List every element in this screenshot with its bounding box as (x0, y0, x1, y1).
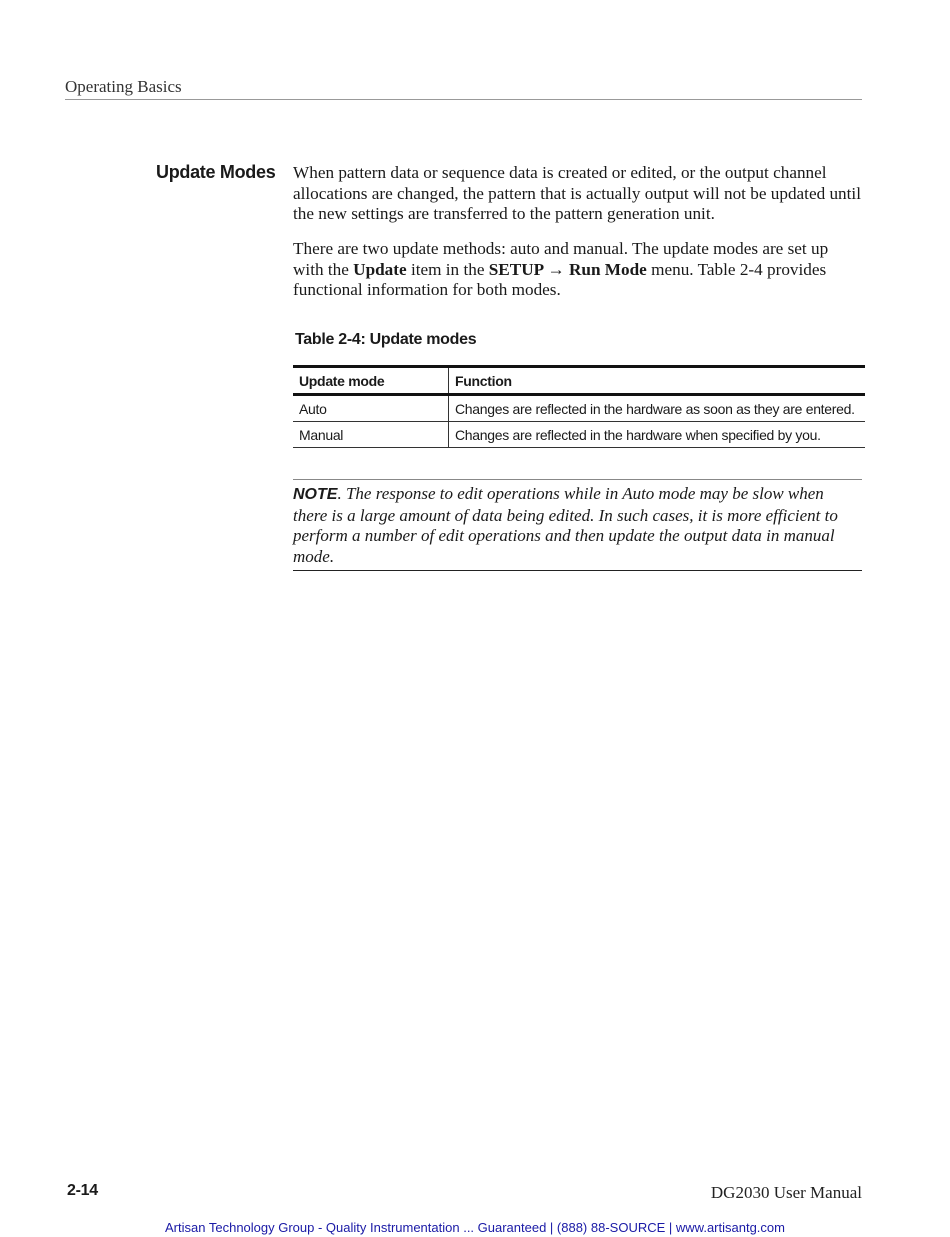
table-row (293, 422, 865, 448)
section-heading: Update Modes (156, 162, 276, 182)
cell-update-mode: Auto (293, 395, 449, 422)
paragraph-intro: When pattern data or sequence data is created or edited, or the output channel allocations are changed, the pattern that is actually output will not be updated until the new settings are transferred to the pattern generation unit. (293, 163, 861, 223)
run-mode-term: Run Mode (568, 259, 647, 279)
table-caption: Table 2-4: Update modes (295, 331, 477, 348)
paragraph-methods (293, 239, 863, 301)
header-divider (65, 99, 862, 100)
setup-menu-term: SETUP (488, 259, 544, 279)
column-header-update-mode: Update mode (293, 367, 449, 395)
note-text (293, 484, 862, 567)
page-number: 2-14 (67, 1182, 98, 1199)
paragraph-text: menu. Table 2-4 provides functional information for both modes. (293, 259, 827, 299)
table-header-row (293, 367, 865, 395)
footer-link[interactable]: Artisan Technology Group - Quality Instrumentation ... Guaranteed | (888) 88-SOURCE | www.artisantg.com (165, 1220, 785, 1235)
paragraph-text: item in the (406, 259, 489, 279)
paragraph-text: There are two update methods: auto and manual. The update modes are set up with the (293, 239, 829, 279)
update-item-term: Update (353, 259, 407, 279)
column-header-function: Function (455, 372, 512, 389)
cell-function: Changes are reflected in the hardware as soon as they are entered. (449, 395, 866, 422)
menu-arrow: → (543, 259, 569, 279)
cell-function: Changes are reflected in the hardware when specified by you. (449, 422, 866, 448)
manual-title: DG2030 User Manual (710, 1183, 862, 1202)
update-modes-table (293, 365, 865, 448)
cell-update-mode: Manual (293, 422, 449, 448)
table-row (293, 395, 865, 422)
running-header: Operating Basics (65, 77, 182, 96)
note-body: . The response to edit operations while in Auto mode may be slow when there is a large amount of data being edited. In such cases, it is more efficient to perform a number of edit operations and then update the output data in manual mode. (293, 484, 838, 566)
note-box (293, 479, 862, 571)
note-label: NOTE (293, 486, 338, 503)
